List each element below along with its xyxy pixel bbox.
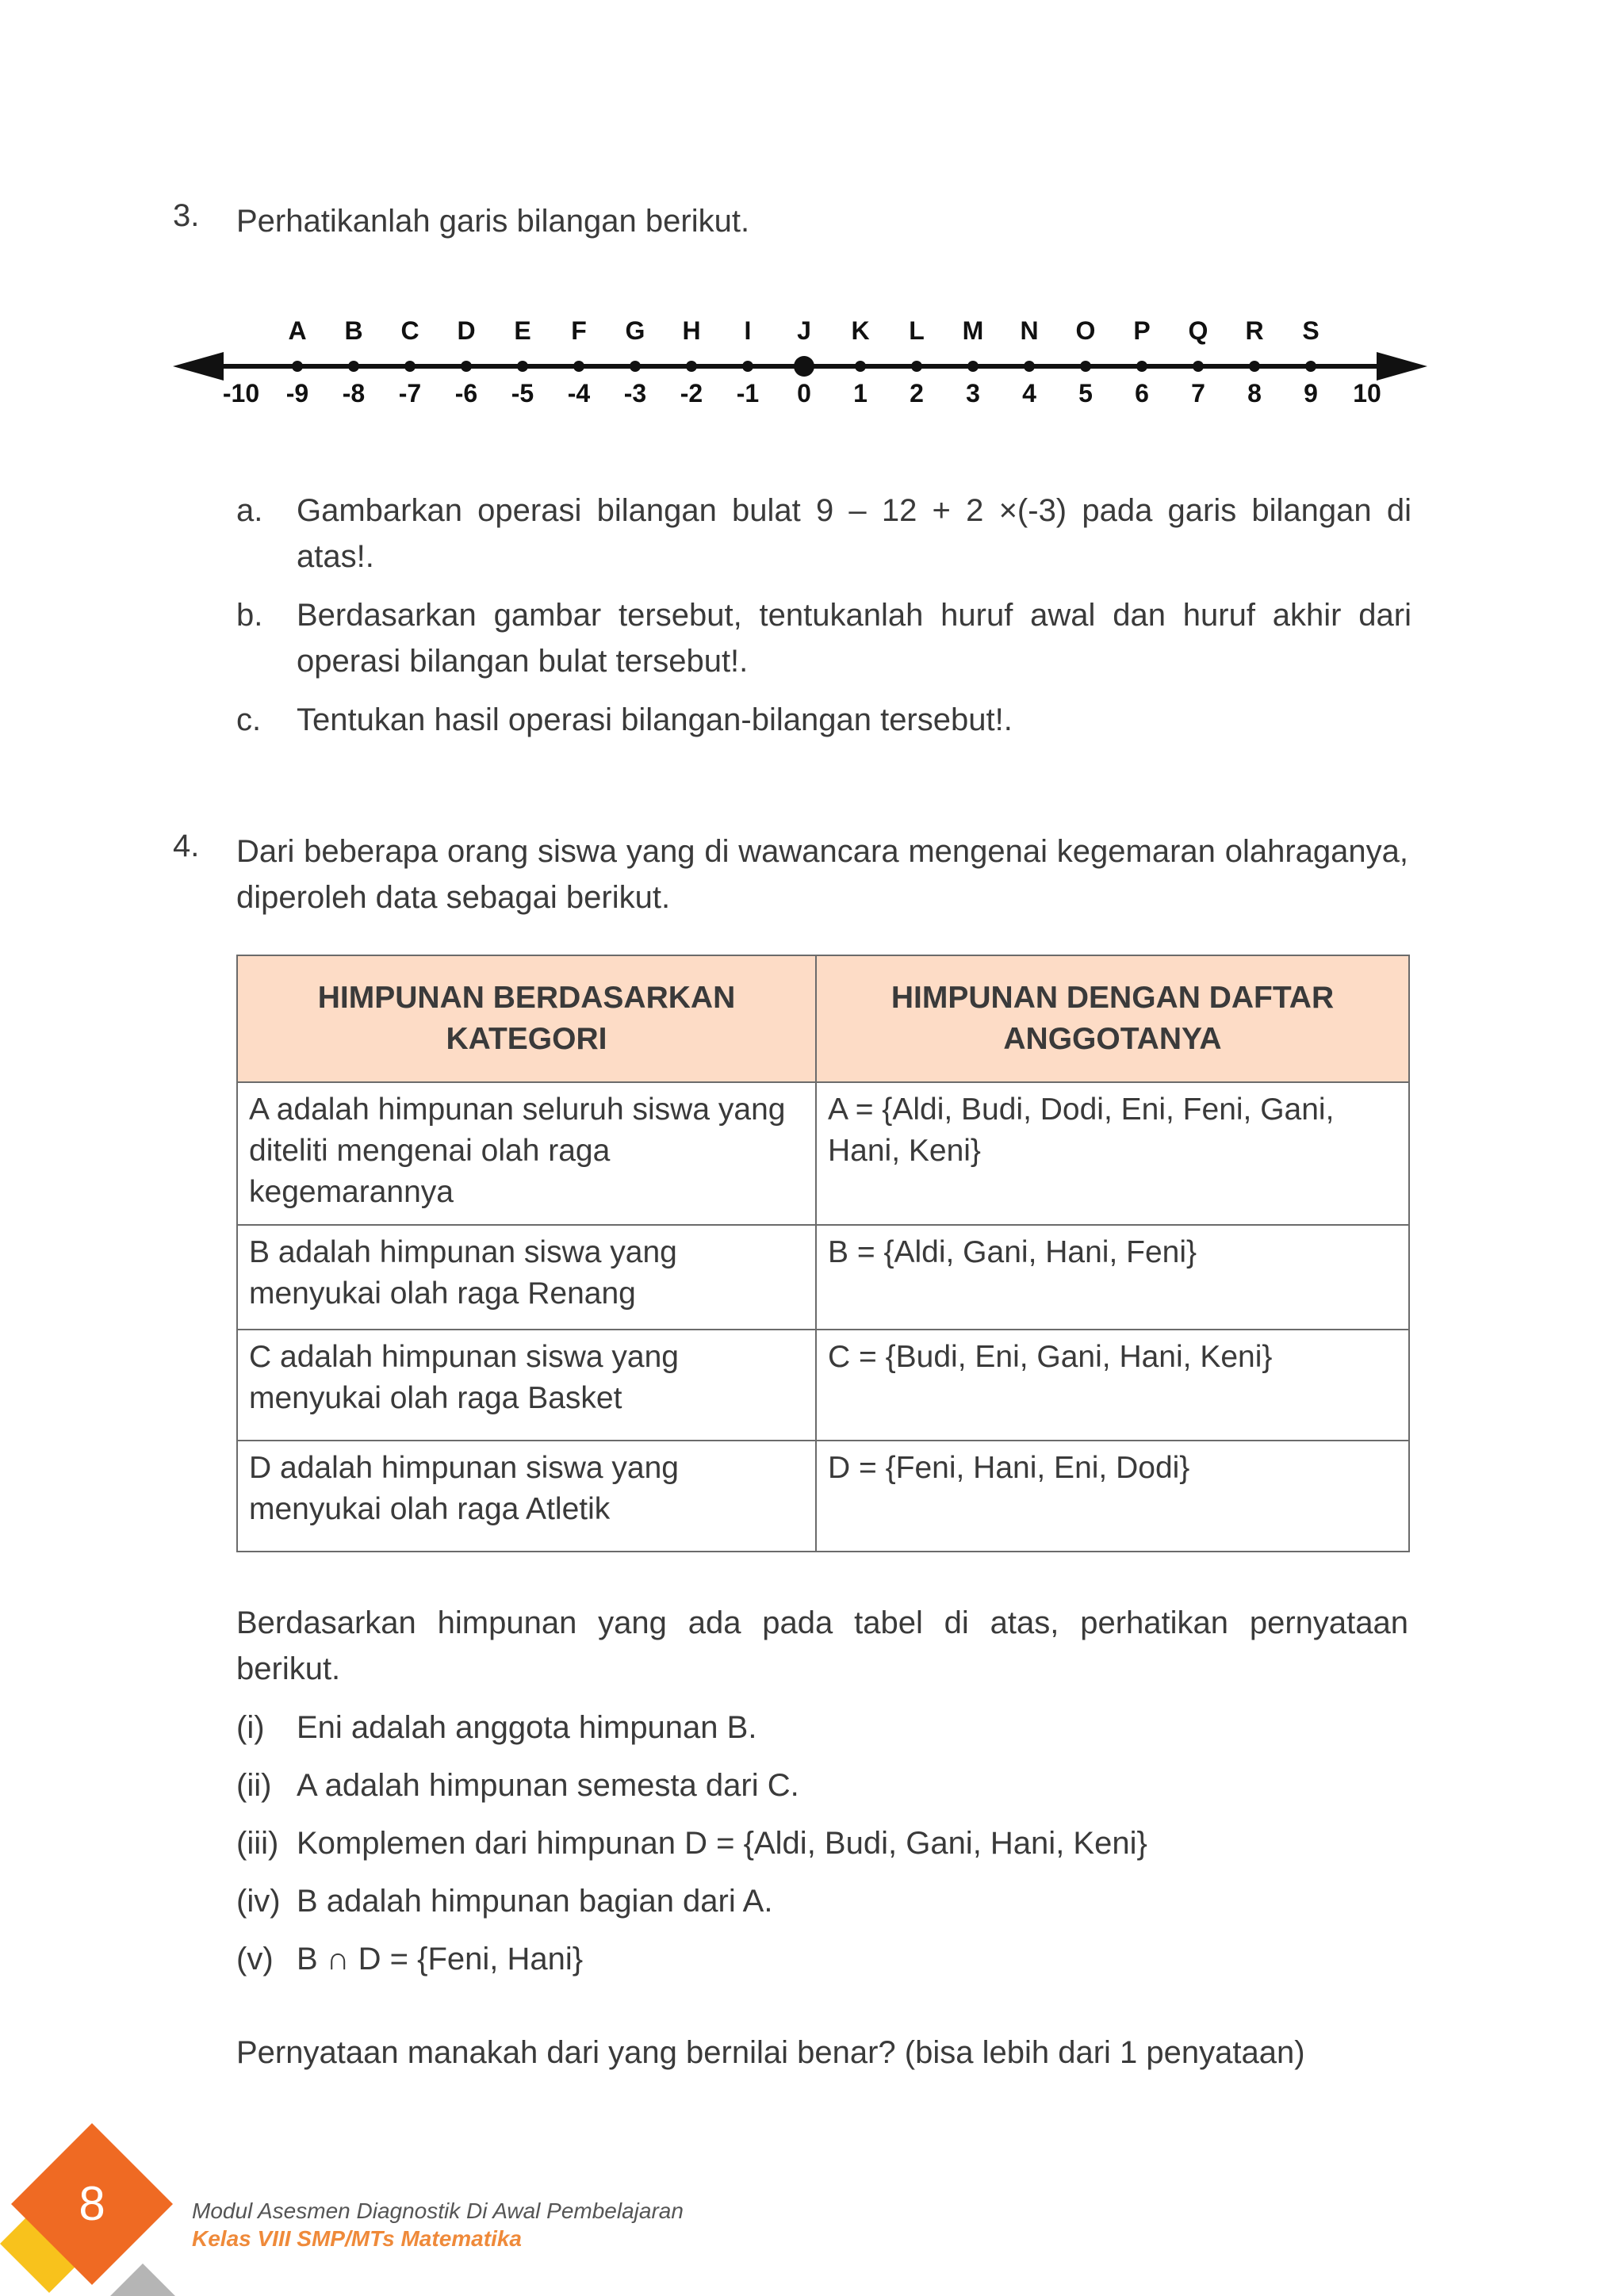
statement-text: Komplemen dari himpunan D = {Aldi, Budi, Gani, Hani, Keni} <box>297 1826 1147 1861</box>
table-row <box>237 1082 1409 1225</box>
table-cell: C = {Budi, Eni, Gani, Hani, Keni} <box>816 1330 1409 1441</box>
question-4-number: 4. <box>173 828 200 863</box>
statement-text: A adalah himpunan semesta dari C. <box>297 1768 799 1803</box>
question-3-items <box>236 488 1411 743</box>
number-line-tick-label: 6 <box>1135 379 1149 408</box>
number-line-tick-label: -9 <box>285 379 309 408</box>
number-line-tick-label: -10 <box>222 379 260 408</box>
number-line-point-l <box>911 361 922 372</box>
number-line-letter-h: H <box>682 316 701 345</box>
number-line-tick-label: 2 <box>910 379 924 408</box>
number-line-point-p <box>1136 361 1147 372</box>
item-label: c. <box>236 702 262 737</box>
table-row <box>237 1441 1409 1552</box>
number-line-left-arrow <box>173 352 224 381</box>
number-line-point-n <box>1024 361 1035 372</box>
number-line-letter-l: L <box>909 316 925 345</box>
table-cell: D adalah himpunan siswa yang menyukai olah raga Atletik <box>237 1441 816 1552</box>
number-line-point-r <box>1249 361 1260 372</box>
statement-text: B ∩ D = {Feni, Hani} <box>297 1942 584 1976</box>
number-line-letter-p: P <box>1133 316 1151 345</box>
number-line-point-d <box>461 361 472 372</box>
number-line-point-j <box>794 356 814 377</box>
footer-title: Modul Asesmen Diagnostik Di Awal Pembelajaran <box>192 2198 684 2223</box>
statement-text: B adalah himpunan bagian dari A. <box>297 1884 773 1919</box>
table-cell: A = {Aldi, Budi, Dodi, Eni, Feni, Gani, Hani, Keni} <box>816 1082 1409 1225</box>
number-line-point-o <box>1080 361 1091 372</box>
number-line-tick-label: 5 <box>1078 379 1093 408</box>
question-3-item-a <box>236 488 1411 580</box>
number-line-letter-j: J <box>797 316 811 345</box>
table-row <box>237 1330 1409 1441</box>
question-3-item-b <box>236 592 1411 684</box>
number-line-tick-label: -2 <box>680 379 703 408</box>
item-label: b. <box>236 598 263 633</box>
table-row <box>237 1225 1409 1330</box>
number-line-letter-k: K <box>851 316 870 345</box>
number-line-tick-label: 4 <box>1022 379 1036 408</box>
number-line-point-q <box>1193 361 1204 372</box>
sets-table <box>236 955 1410 1552</box>
table-cell: B = {Aldi, Gani, Hani, Feni} <box>816 1225 1409 1330</box>
number-line-letter-e: E <box>514 316 531 345</box>
table-cell: D = {Feni, Hani, Eni, Dodi} <box>816 1441 1409 1552</box>
number-line-right-arrow <box>1377 352 1427 381</box>
table-cell: A adalah himpunan seluruh siswa yang diteliti mengenai olah raga kegemarannya <box>237 1082 816 1225</box>
number-line-letter-b: B <box>344 316 363 345</box>
statement-v <box>236 1936 1408 1994</box>
table-cell: B adalah himpunan siswa yang menyukai olah raga Renang <box>237 1225 816 1330</box>
item-text: Berdasarkan gambar tersebut, tentukanlah huruf awal dan huruf akhir dari operasi bilangan bulat tersebut!. <box>297 598 1411 679</box>
number-line-point-b <box>348 361 359 372</box>
number-line-tick-label: 8 <box>1247 379 1262 408</box>
page-number: 8 <box>79 2177 105 2230</box>
table-header-category: HIMPUNAN BERDASARKAN KATEGORI <box>237 955 816 1082</box>
final-question: Pernyataan manakah dari yang bernilai benar? (bisa lebih dari 1 penyataan) <box>236 2035 1305 2070</box>
number-line-point-h <box>686 361 697 372</box>
number-line-letter-q: Q <box>1188 316 1208 345</box>
number-line-tick-label: -1 <box>736 379 760 408</box>
number-line-letter-n: N <box>1020 316 1039 345</box>
statement-text: Eni adalah anggota himpunan B. <box>297 1710 757 1745</box>
number-line-tick-label: 0 <box>797 379 811 408</box>
number-line-letter-c: C <box>400 316 419 345</box>
number-line-tick-label: -3 <box>623 379 647 408</box>
number-line-tick-label: 3 <box>966 379 980 408</box>
statement-label: (i) <box>236 1710 265 1745</box>
item-label: a. <box>236 493 263 528</box>
number-line-letter-a: A <box>288 316 307 345</box>
number-line-point-m <box>967 361 979 372</box>
number-line-letter-o: O <box>1075 316 1096 345</box>
number-line-point-s <box>1305 361 1316 372</box>
gray-triangle-shape <box>95 2263 190 2296</box>
number-line-tick-label: -5 <box>511 379 534 408</box>
table-cell: C adalah himpunan siswa yang menyukai olah raga Basket <box>237 1330 816 1441</box>
number-line-point-a <box>292 361 303 372</box>
number-line-tick-label: 10 <box>1353 379 1381 408</box>
question-3-item-c <box>236 697 1411 743</box>
statement-label: (iv) <box>236 1884 281 1919</box>
number-line-tick-label: -7 <box>398 379 422 408</box>
statement-ii <box>236 1762 1408 1820</box>
sets-table-wrapper <box>236 955 1410 1552</box>
number-line-point-e <box>517 361 528 372</box>
number-line-point-k <box>855 361 866 372</box>
statements-intro: Berdasarkan himpunan yang ada pada tabel di atas, perhatikan pernyataan berikut. <box>236 1605 1408 1686</box>
number-line-tick-label: -4 <box>567 379 591 408</box>
table-header-members: HIMPUNAN DENGAN DAFTAR ANGGOTANYA <box>816 955 1409 1082</box>
statement-iv <box>236 1878 1408 1936</box>
number-line-letter-s: S <box>1302 316 1320 345</box>
table-header-row <box>237 955 1409 1082</box>
question-3-number: 3. <box>173 198 200 233</box>
item-text: Tentukan hasil operasi bilangan-bilangan tersebut!. <box>297 702 1013 737</box>
number-line-tick-label: -6 <box>454 379 478 408</box>
number-line-letter-m: M <box>962 316 984 345</box>
number-line-letter-f: F <box>571 316 587 345</box>
question-3-prompt: Perhatikanlah garis bilangan berikut. <box>236 204 750 239</box>
number-line-point-f <box>573 361 584 372</box>
statement-label: (v) <box>236 1942 274 1976</box>
statement-label: (iii) <box>236 1826 279 1861</box>
statement-label: (ii) <box>236 1768 272 1803</box>
number-line-letter-i: I <box>744 316 752 345</box>
number-line-point-i <box>742 361 753 372</box>
item-text: Gambarkan operasi bilangan bulat 9 – 12 + 2 ×(-3) pada garis bilangan di atas!. <box>297 493 1411 574</box>
statements-list <box>236 1705 1408 1994</box>
number-line-point-g <box>630 361 641 372</box>
number-line-letter-d: D <box>457 316 476 345</box>
number-line-point-c <box>404 361 416 372</box>
statement-i <box>236 1705 1408 1762</box>
footer-subtitle: Kelas VIII SMP/MTs Matematika <box>192 2226 522 2251</box>
number-line-letter-r: R <box>1245 316 1264 345</box>
number-line-letter-g: G <box>625 316 645 345</box>
statement-iii <box>236 1820 1408 1878</box>
number-line-tick-label: 9 <box>1304 379 1318 408</box>
question-4-prompt: Dari beberapa orang siswa yang di wawancara mengenai kegemaran olahraganya, diperoleh data sebagai berikut. <box>236 834 1408 915</box>
number-line-tick-label: -8 <box>342 379 366 408</box>
number-line-tick-label: 7 <box>1191 379 1205 408</box>
number-line-tick-label: 1 <box>853 379 868 408</box>
number-line <box>0 301 1624 428</box>
